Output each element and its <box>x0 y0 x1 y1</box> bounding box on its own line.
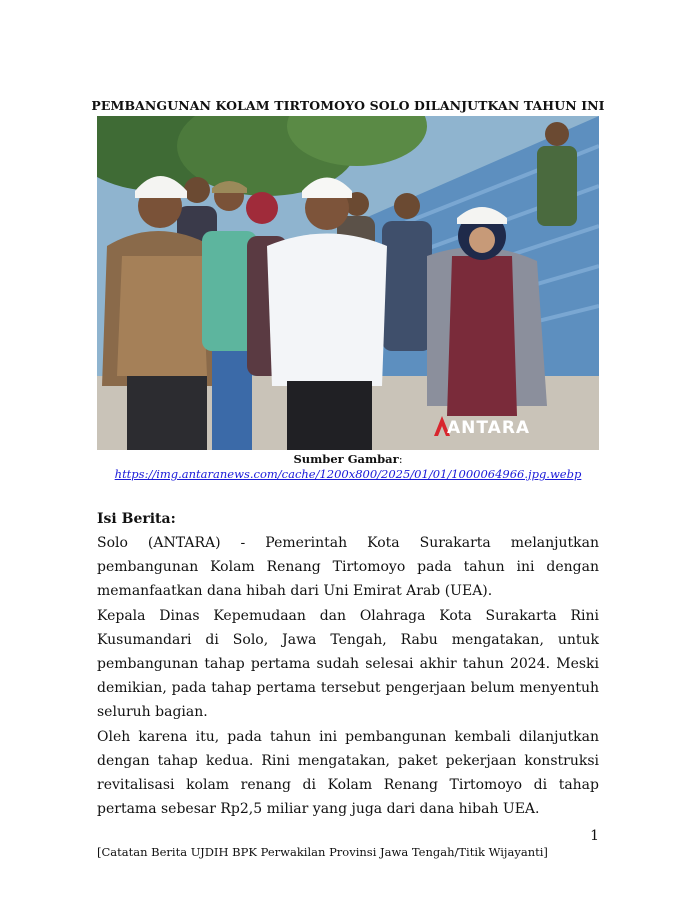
antara-watermark: ANTARA <box>447 418 531 438</box>
document-title: PEMBANGUNAN KOLAM TIRTOMOYO SOLO DILANJUTKAN TAHUN INI <box>91 98 605 113</box>
article-body <box>97 531 599 821</box>
paragraph: Oleh karena itu, pada tahun ini pembangunan kembali dilanjutkan dengan tahap kedua. Rini mengatakan, paket pekerjaan konstruksi revitalisasi kolam renang di Kolam Renang Tirtomoyo di tahap pertama sebesar Rp2,5 miliar yang juga dari dana hibah UEA. <box>97 728 599 818</box>
caption-label <box>0 452 696 466</box>
caption-colon: : <box>398 452 403 466</box>
paragraph: Solo (ANTARA) - Pemerintah Kota Surakarta melanjutkan pembangunan Kolam Renang Tirtomoyo pada tahun ini dengan memanfaatkan dana hibah dari Uni Emirat Arab (UEA). <box>97 535 599 600</box>
section-heading: Isi Berita: <box>97 511 176 527</box>
paragraph: Kepala Dinas Kepemudaan dan Olahraga Kota Surakarta Rini Kusumandari di Solo, Jawa Tengah, Rabu mengatakan, untuk pembangunan tahap pertama sudah selesai akhir tahun 2024. Meski demikian, pada tahap pertama tersebut pengerjaan belum menyentuh seluruh bagian. <box>97 607 599 721</box>
news-photo <box>97 116 599 450</box>
caption-label-text: Sumber Gambar <box>293 452 399 466</box>
footer-note: [Catatan Berita UJDIH BPK Perwakilan Provinsi Jawa Tengah/Titik Wijayanti] <box>97 845 548 859</box>
caption-url-link[interactable]: https://img.antaranews.com/cache/1200x800/2025/01/01/1000064966.jpg.webp <box>114 467 582 481</box>
page-number: 1 <box>590 828 599 844</box>
